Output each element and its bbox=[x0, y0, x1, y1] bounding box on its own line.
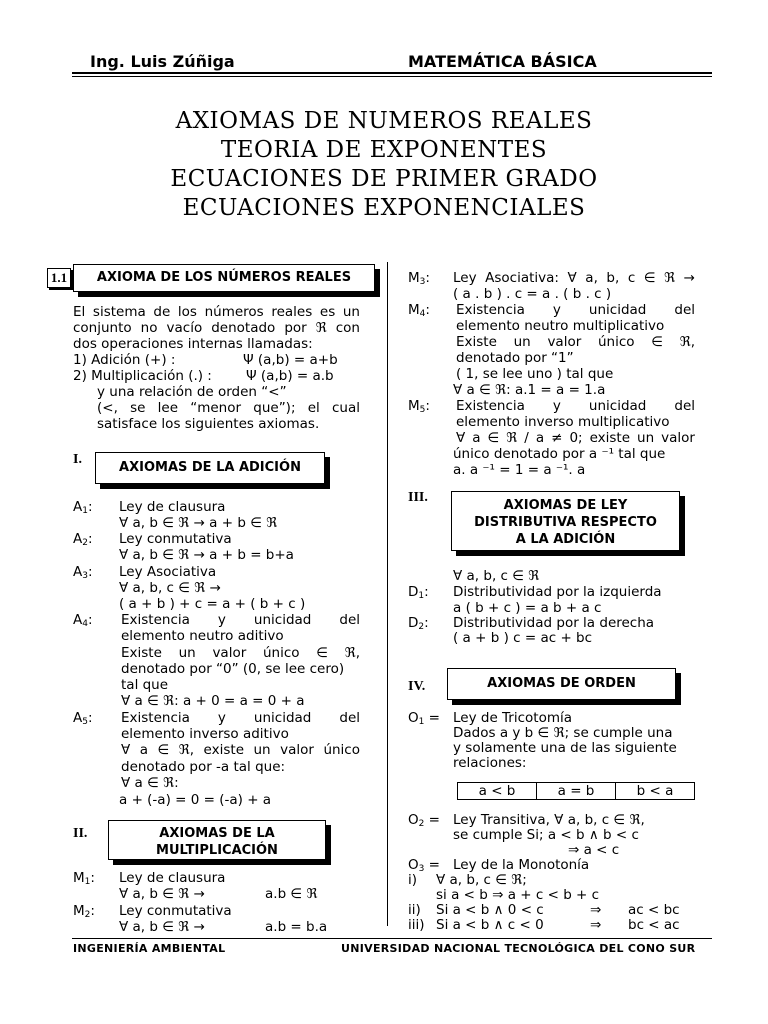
monotony-item-3-result: bc < ac bbox=[628, 917, 680, 933]
axiom-m4-title: Existencia y unicidad del bbox=[456, 302, 695, 318]
axiom-a4-label: $A_4$: bbox=[73, 612, 93, 629]
axiom-o2-line-2: ⇒ a < c bbox=[568, 842, 620, 858]
axiom-m5-line-4: a. a ⁻¹ = 1 = a ⁻¹. a bbox=[453, 462, 586, 478]
roman-numeral-IV: IV. bbox=[408, 679, 426, 694]
monotony-item-1-text: ∀ a, b, c ∈ ℜ; bbox=[436, 872, 527, 888]
axiom-d2-title: Distributividad por la derecha bbox=[453, 615, 655, 631]
axiom-m4-line-4: ( 1, se lee uno ) tal que bbox=[456, 366, 614, 382]
axiom-o2-line-1: se cumple Si; a < b ∧ b < c bbox=[453, 827, 639, 843]
axiom-a5-line-2: ∀ a ∈ ℜ, existe un valor único bbox=[121, 742, 360, 758]
monotony-item-2-arrow: ⇒ bbox=[590, 902, 602, 918]
axiom-a2-line-1: ∀ a, b ∈ ℜ → a + b = b+a bbox=[119, 547, 294, 563]
monotony-item-3-num: iii) bbox=[408, 917, 425, 933]
axiom-d2-label: $D_2$: bbox=[408, 615, 429, 632]
relation-equal: a = b bbox=[537, 783, 616, 800]
order-line-2: (<, se lee “menor que”); el cual bbox=[97, 400, 360, 416]
heading-multiplication-line-2: MULTIPLICACIÓN bbox=[156, 843, 278, 858]
axiom-d1-title: Distributividad por la izquierda bbox=[453, 584, 662, 600]
main-title-3: ECUACIONES DE PRIMER GRADO bbox=[170, 166, 598, 192]
header-rule bbox=[72, 72, 712, 74]
axiom-a5-line-5: a + (-a) = 0 = (-a) + a bbox=[119, 792, 272, 808]
axiom-d1-label: $D_1$: bbox=[408, 584, 429, 601]
axiom-m2-line-b: a.b = b.a bbox=[265, 919, 328, 935]
axiom-m2-label: $M_2$: bbox=[73, 903, 95, 920]
axiom-m3-line-1: ( a . b ) . c = a . ( b . c ) bbox=[453, 286, 612, 302]
footer-rule bbox=[72, 938, 712, 939]
axiom-a2-label: $A_2$: bbox=[73, 531, 93, 548]
axiom-a1-label: $A_1$: bbox=[73, 499, 93, 516]
heading-addition-axioms: AXIOMAS DE LA ADICIÓN bbox=[95, 452, 325, 484]
axiom-m2-line-a: ∀ a, b ∈ ℜ → bbox=[119, 919, 205, 935]
heading-multiplication-axioms bbox=[108, 820, 326, 860]
main-title-4: ECUACIONES EXPONENCIALES bbox=[182, 195, 586, 221]
trichotomy-relations-row bbox=[458, 783, 695, 800]
section-number-box: 1.1 bbox=[47, 268, 71, 288]
axiom-m3-title: Ley Asociativa: ∀ a, b, c ∈ ℜ → bbox=[453, 270, 695, 286]
axiom-o1-line-2: y solamente una de las siguiente bbox=[453, 740, 677, 756]
axiom-m4-line-5: ∀ a ∈ ℜ: a.1 = a = 1.a bbox=[453, 382, 606, 398]
section-heading-real-numbers: AXIOMA DE LOS NÚMEROS REALES bbox=[73, 264, 375, 292]
axiom-o3-title: Ley de la Monotonía bbox=[453, 857, 590, 873]
intro-line-3: dos operaciones internas llamadas: bbox=[73, 336, 313, 352]
heading-distributive-axioms bbox=[451, 491, 680, 551]
header-author: Ing. Luis Zúñiga bbox=[90, 52, 235, 71]
axiom-a5-line-4: ∀ a ∈ ℜ: bbox=[121, 775, 179, 791]
heading-order-axioms: AXIOMAS DE ORDEN bbox=[447, 668, 676, 700]
axiom-a3-line-2: ( a + b ) + c = a + ( b + c ) bbox=[119, 596, 306, 612]
axiom-a4-line-2: Existe un valor único ∈ ℜ, bbox=[121, 645, 360, 661]
distributive-quantifier: ∀ a, b, c ∈ ℜ bbox=[453, 568, 540, 584]
monotony-item-2-text: Si a < b ∧ 0 < c bbox=[436, 902, 544, 918]
axiom-m4-line-3: denotado por “1” bbox=[456, 350, 574, 366]
axiom-m5-label: $M_5$: bbox=[408, 398, 430, 415]
column-divider bbox=[387, 262, 388, 926]
roman-numeral-III: III. bbox=[408, 490, 428, 505]
axiom-m4-line-1: elemento neutro multiplicativo bbox=[456, 318, 665, 334]
operation-multiplication-label: 2) Multiplicación (.) : bbox=[73, 368, 212, 384]
main-title-2: TEORIA DE EXPONENTES bbox=[220, 137, 548, 163]
axiom-a1-line-1: ∀ a, b ∈ ℜ → a + b ∈ ℜ bbox=[119, 515, 278, 531]
monotony-item-1-line-2: si a < b ⇒ a + c < b + c bbox=[436, 887, 600, 903]
header-course: MATEMÁTICA BÁSICA bbox=[408, 52, 597, 71]
axiom-a4-line-4: tal que bbox=[121, 677, 169, 693]
monotony-item-2-result: ac < bc bbox=[628, 902, 680, 918]
relation-less: a < b bbox=[458, 783, 537, 800]
axiom-m1-line-b: a.b ∈ ℜ bbox=[265, 886, 318, 902]
axiom-o1-title: Ley de Tricotomía bbox=[453, 710, 573, 726]
axiom-m1-title: Ley de clausura bbox=[119, 870, 226, 886]
operation-multiplication-value: Ψ (a,b) = a.b bbox=[246, 368, 334, 384]
heading-distributive-line-1: AXIOMAS DE LEY bbox=[503, 498, 628, 513]
axiom-m3-label: $M_3$: bbox=[408, 270, 430, 287]
intro-line-2: conjunto no vacío denotado por ℜ con bbox=[73, 320, 360, 336]
roman-numeral-II: II. bbox=[73, 826, 88, 841]
axiom-a4-title: Existencia y unicidad del bbox=[121, 612, 360, 628]
heading-distributive-line-3: A LA ADICIÓN bbox=[515, 532, 616, 547]
footer-left: INGENIERÍA AMBIENTAL bbox=[73, 942, 226, 955]
axiom-m5-line-2: ∀ a ∈ ℜ / a ≠ 0; existe un valor bbox=[456, 430, 695, 446]
order-line-3: satisface los siguientes axiomas. bbox=[97, 416, 320, 432]
monotony-item-3-arrow: ⇒ bbox=[590, 917, 602, 933]
axiom-d2-line: ( a + b ) c = ac + bc bbox=[453, 630, 593, 646]
axiom-o2-title: Ley Transitiva, ∀ a, b, c ∈ ℜ, bbox=[453, 812, 645, 828]
axiom-m2-title: Ley conmutativa bbox=[119, 903, 232, 919]
monotony-item-1-num: i) bbox=[408, 872, 418, 888]
axiom-m1-line-a: ∀ a, b ∈ ℜ → bbox=[119, 886, 205, 902]
axiom-m4-label: $M_4$: bbox=[408, 302, 430, 319]
axiom-o3-label: $O_3$ = bbox=[408, 857, 440, 874]
monotony-item-2-num: ii) bbox=[408, 902, 421, 918]
monotony-item-3-text: Si a < b ∧ c < 0 bbox=[436, 917, 544, 933]
axiom-a4-line-1: elemento neutro aditivo bbox=[121, 628, 284, 644]
axiom-m5-title: Existencia y unicidad del bbox=[456, 398, 695, 414]
axiom-a5-line-3: denotado por -a tal que: bbox=[121, 759, 286, 775]
axiom-d1-line: a ( b + c ) = a b + a c bbox=[453, 600, 602, 616]
roman-numeral-I: I. bbox=[73, 452, 82, 467]
axiom-a2-title: Ley conmutativa bbox=[119, 531, 232, 547]
axiom-a4-line-3: denotado por “0” (0, se lee cero) bbox=[121, 661, 345, 677]
axiom-o1-line-3: relaciones: bbox=[453, 755, 527, 771]
operation-addition-value: Ψ (a,b) = a+b bbox=[243, 352, 338, 368]
axiom-a3-label: $A_3$: bbox=[73, 564, 93, 581]
axiom-a3-title: Ley Asociativa bbox=[119, 564, 217, 580]
intro-line-1: El sistema de los números reales es un bbox=[73, 304, 360, 320]
axiom-a5-label: $A_5$: bbox=[73, 710, 93, 727]
trichotomy-relations-table bbox=[457, 782, 695, 800]
operation-addition-label: 1) Adición (+) : bbox=[73, 352, 176, 368]
axiom-m1-label: $M_1$: bbox=[73, 870, 95, 887]
footer-right: UNIVERSIDAD NACIONAL TECNOLÓGICA DEL CONO SUR bbox=[341, 942, 696, 955]
axiom-o1-label: $O_1$ = bbox=[408, 710, 440, 727]
axiom-o2-label: $O_2$ = bbox=[408, 812, 440, 829]
main-title-1: AXIOMAS DE NUMEROS REALES bbox=[175, 108, 593, 134]
relation-greater: b < a bbox=[616, 783, 695, 800]
header-rule-thin bbox=[72, 76, 712, 77]
axiom-a1-title: Ley de clausura bbox=[119, 499, 226, 515]
axiom-a5-line-1: elemento inverso aditivo bbox=[121, 726, 289, 742]
axiom-a4-line-5: ∀ a ∈ ℜ: a + 0 = a = 0 + a bbox=[121, 693, 305, 709]
axiom-m4-line-2: Existe un valor único ∈ ℜ, bbox=[456, 334, 695, 350]
axiom-a3-line-1: ∀ a, b, c ∈ ℜ → bbox=[119, 580, 221, 596]
axiom-o1-line-1: Dados a y b ∈ ℜ; se cumple una bbox=[453, 725, 673, 741]
heading-distributive-line-2: DISTRIBUTIVA RESPECTO bbox=[474, 515, 657, 530]
order-line-1: y una relación de orden “<” bbox=[97, 384, 287, 400]
heading-multiplication-line-1: AXIOMAS DE LA bbox=[159, 826, 275, 841]
axiom-m5-line-1: elemento inverso multiplicativo bbox=[456, 414, 670, 430]
axiom-a5-title: Existencia y unicidad del bbox=[121, 710, 360, 726]
axiom-m5-line-3: único denotado por a ⁻¹ tal que bbox=[453, 446, 666, 462]
